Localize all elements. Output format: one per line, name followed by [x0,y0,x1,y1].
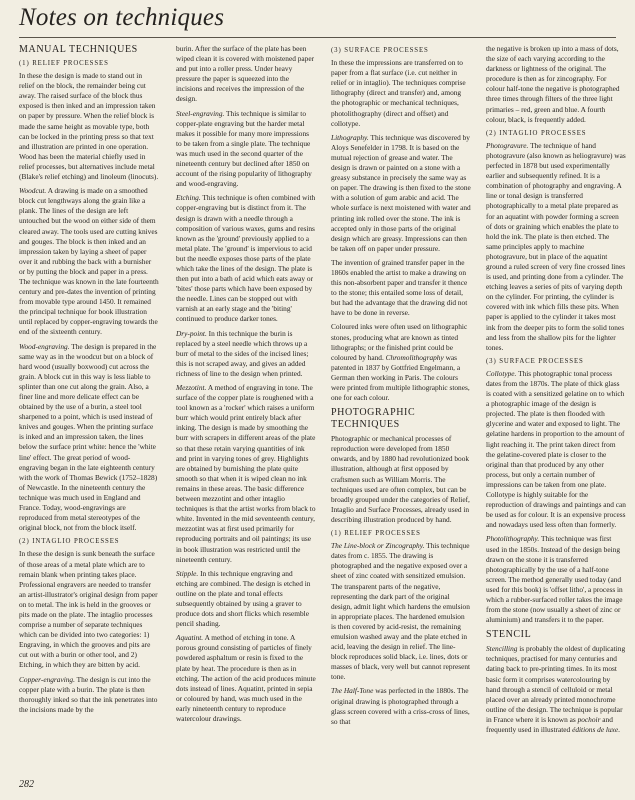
text-half-tone: was perfected in the 1880s. The original drawing is photographed through a glass screen covered with a criss-cross of lines, so that [331,686,470,726]
paragraph-transfer-paper: The invention of grained transfer paper in the 1860s enabled the artist to make a drawing on this non-absorbent paper and transfer it thence to the stone; this entailed some loss of detail, but had the advantage that the drawing did not have to be done in reverse. [331,257,468,318]
paragraph-photographic-intro: Photographic or mechanical processes of reproduction were developed from 1850 onwards, and by 1880 had revolutionized book illustration, although at first opposed by craftsmen such as William Morris. The techniques used are often complex, but can be broadly grouped under the categories of Relief, Intaglio and Surface Processes, already used in describing illustration produced by hand. [331,434,470,524]
text-dry-point: In this technique the burin is replaced by a steel needle which throws up a burr of metal to the sides of the incised lines; this is not scraped away, and gives an added richness of line to the design when printed. [176,328,309,378]
text-lithography: This technique was discovered by Aloys Senefelder in 1798. It is based on the mutual rejection of grease and water. The design is drawn or painted on a stone with a greasy substance in precisely the same way as on paper. The drawing is then fixed to the stone with a solution of gum arabic and acid. The whole surface is next moistened with water and printing ink rolled over the stone. The ink is accepted only in those parts of the original design which are greasy. Impressions can then be taken off on paper under pressure. [331,132,471,253]
term-aquatint: Aquatint. [176,633,204,643]
term-chromolithography: Chromolithography [385,352,444,362]
heading-stencil: STENCIL [486,629,532,641]
text-mezzotint: A method of engraving in tone. The surface of the copper plate is roughened with a tool known as a 'rocker' which raises a uniform burr which would print entirely black after inking. The design is made by smoothing the burr with scrapers in different areas of the plate so that these retain varying quantities of ink and print in varying tones of grey. Highlights are obtained by burnishing the plate quite smooth so that when it is wiped clean no ink remains in these areas. The basic difference between mezzotint and other intaglio techniques is that the artist works from black to white. Invented in the mid seventeenth century, mezzotint was at first used primarily for reproducing portraits and oil paintings; its use in book illustration was restricted until the nineteenth century. [176,383,316,564]
subheading-relief-processes-2: (1) RELIEF PROCESSES [331,530,421,538]
text-photogravure: The technique of hand photogravure (also known as heliogravure) was perfected in 1878 but used experimentally earlier and subsequently refined. It is a combination of photography and engraving. A line or tonal design is transferred photographically to a metal plate prepared as for an aquatint with powder forming a screen of dots or graining which enables the plate to hold the ink. The plate is then etched. The same principles apply to machine photogravure, but in place of the aquatint ground a ruled screen of very fine crossed lines is used, and printing done from a cylinder. The etching leaves a series of pits of varying depth on the cylinder. For printing, the cylinder is covered with ink which fills these pits. When paper is applied to the cylinder it takes most ink from the deeper pits to form the solid tones and less from the shallow pits for the lighter tones. [486,140,626,352]
text-stencilling-a: is probably the oldest of duplicating techniques, practised for many centuries and dating back to pre-printing times. In its most basic form it comprises watercolouring by hand through a stencil of celluloid or metal placed over an already printed monochrome outline of the design. The technique is popular in France where it is known as [486,644,626,724]
subheading-surface-processes-2: (3) SURFACE PROCESSES [486,357,584,365]
term-steel-engraving: Steel-engraving. [176,108,225,118]
paragraph-photolithography [486,534,626,625]
paragraph-copper-engraving [19,675,159,715]
subheading-relief-processes: (1) RELIEF PROCESSES [19,60,109,67]
term-dry-point: Dry-point. [176,328,207,338]
term-wood-engraving: Wood-engraving. [19,341,70,351]
term-stipple: Stipple. [176,568,199,578]
page-title: Notes on techniques [19,4,225,31]
text-collotype: This photographic tonal process dates from the 1870s. The plate of thick glass is coated with a sensitized gelatine on to which a photographic image of the design is projected. The plate is then flooded with glycerine and water and exposed to light. The gelatine hardens in proportion to the amount of light reaching it. The print taken direct from the gelatine-covered plate is closer to the original than that produced by any other process, but only a certain number of impressions can be taken from one plate. Collotype is highly suitable for the reproduction of drawings and paintings and can be used as for colour. It is an expensive process and nowadays used less often than formerly. [486,368,626,530]
text-wood-engraving: The design is prepared in the same way as in the woodcut but on a block of hard wood (usually boxwood) cut across the grain. A block cut in this way is less liable to splinter than one cut along the grain. Also, a finer line and more delicate effect can be obtained by the use of a burin, a steel tool sharpened to a point, which is used instead of knives and gouges. When the printing surface is inked and an impression taken, the lines below the surface print white: hence the 'white line' effect. The great period of wood-engraving began in the late eighteenth century with the work of Thomas Bewick (1752–1828) of Newcastle. In the nineteenth century the technique was much used in England and France. Today, wood-engravings are reproduced from metal stereotypes of the original block, not from the block itself. [19,341,158,533]
term-photogravure: Photogravure. [486,140,529,150]
paragraph-woodcut [19,186,159,337]
text-stencilling-c: . [618,725,621,734]
text-aquatint: A method of etching in tone. A porous ground consisting of particles of finely powdered asphaltum or resin is fixed to the plate by heat. The procedure is then as in etching. The action of the acid produces minute dots instead of lines. Aquatint, printed in sepia or coloured by hand, was much used in the early nineteenth century to reproduce watercolour drawings. [176,633,316,723]
paragraph-wood-engraving [19,342,159,534]
term-lithography: Lithography. [331,132,369,142]
column-2 [176,44,316,728]
term-half-tone: The Half-Tone [331,686,374,696]
paragraph-surface-intro: In these the impressions are transferred on to paper from a flat surface (i.e. cut neither in relief or in intaglio). The techniques comprise lithography (direct and transfer) and, among the photographic or mechanical techniques, photolithography (direct and offset) and collotype. [331,58,466,128]
paragraph-steel-engraving [176,109,316,190]
paragraph-photogravure [486,141,626,353]
paragraph-copper-continued: burin. After the surface of the plate has been wiped clean it is covered with moistened paper and put into a roller press. Under heavy pressure the paper is squeezed into the incisions and receives the impression of the design. [176,44,315,104]
term-pochoir: pochoir [577,714,601,724]
term-photolithography: Photolithography. [486,534,540,544]
heading-manual-techniques: MANUAL TECHNIQUES [19,44,138,55]
subheading-intaglio-processes-2: (2) INTAGLIO PROCESSES [486,129,587,137]
text-stipple: In this technique engraving and etching are combined. The design is etched in outline on the plate and tonal effects subsequently obtained by using a graver to produce dots and short flicks which resemble pencil shading. [176,568,311,629]
column-3 [331,44,471,731]
paragraph-dry-point [176,329,316,379]
title-rule [19,37,616,38]
paragraph-lithography [331,133,471,254]
text-stencilling-b: and frequently used in illustrated [486,714,613,734]
term-etching: Etching. [176,193,201,203]
text-coloured-inks-a: Coloured inks were often used on lithographic stones, producing what are known as tinted lithographs; or the finished print could be coloured by hand. [331,322,468,362]
paragraph-stipple [176,569,316,630]
term-line-block: The Line-block or Zincography. [331,541,425,551]
paragraph-line-block [331,541,471,682]
text-coloured-inks-b: was patented in 1837 by Gottfried Engelmann, a German then working in Paris. The colours were printed from multiple lithographic stones, one for each colour. [331,352,470,403]
paragraph-half-tone-continued: the negative is broken up into a mass of dots, the size of each varying according to the darkness or lightness of the original. The procedure is then as for zincography. For colour half-tone the negative is photographed three times through filters of the three light primaries – red, green and blue. A fourth colour, black, is frequently added. [486,44,620,124]
text-copper-engraving: The design is cut into the copper plate with a burin. The plate is then thoroughly inked so that the ink penetrates into the incisions made by the [19,674,158,714]
term-stencilling: Stencilling [486,644,518,654]
heading-photographic-techniques: PHOTOGRAPHIC TECHNIQUES [331,407,416,431]
page-number: 282 [19,779,34,790]
term-collotype: Collotype. [486,368,517,378]
term-mezzotint: Mezzotint. [176,383,207,392]
column-1 [19,44,159,719]
paragraph-aquatint [176,633,316,724]
paragraph-relief-intro: In these the design is made to stand out in relief on the block, the remainder being cut away. The raised surface of the block thus exposed is then inked and an impression taken on paper by pressure. When the relief block is made the same height as movable type, both can be locked in the printing press so that text and illustration are printed in one operation. Wood has been the material chiefly used in relief processes, but alternatives include metal (Blake's relief etching) and linoleum (linocuts). [19,71,159,182]
term-editions-de-luxe: éditions de luxe [572,725,619,734]
text-woodcut: A drawing is made on a smoothed block cut lengthways along the grain like a plank. The lines of the design are left untouched but the wood on either side of them cleared away. The tools used are cutting knives and gouges. The block is then inked and an impression taken by laying a sheet of paper over it and rubbing the back with a burnisher or by putting the block and paper in a press. The technique was known in the late fourteenth century and pre-dates the invention of printing from movable type around 1450. It remained the principal technique for book illustration until replaced by copper-engraving towards the end of the sixteenth century. [19,186,159,337]
column-4 [486,44,626,739]
text-steel-engraving: This technique is similar to copper-plate engraving but the harder metal makes it possible for many more impressions to be taken from a single plate. The technique was much used in the second quarter of the nineteenth century but declined after 1850 on account of the rising popularity of lithography and wood-engraving. [176,108,312,189]
term-copper-engraving: Copper-engraving. [19,674,75,684]
text-photolithography: This technique was first used in the 1850s. Instead of the design being drawn on the stone it is transferred photographically by the use of a half-tone screen. The method generally used today (and used for this book) is 'offset litho', a process in which a rubber-surfaced roller takes the image from the stone (now usually a sheet of zinc or aluminium) and transfers it to the paper. [486,534,623,625]
paragraph-etching [176,193,316,324]
paragraph-mezzotint [176,383,316,565]
text-etching: This technique is often combined with copper-engraving but is distinct from it. The design is drawn with a needle through a composition of various waxes, gums and resins known as the 'ground' previously applied to a metal plate. The 'ground' is impervious to acid but the needle exposes those parts of the plate which take the lines of the design. The plate is then put into a bath of acid which eats away or 'bites' those parts which have been exposed by the needle. Lines can be stopped out with varnish at an early stage and the 'biting' continued to produce darker tones. [176,193,316,324]
paragraph-half-tone [331,686,471,726]
paragraph-collotype [486,369,626,531]
paragraph-intaglio-intro: In these the design is sunk beneath the surface of those areas of a metal plate which are to remain blank when printing takes place. Professional engravers are needed to transfer an artist-illustrator's original design from paper on to metal. The ink is held in the grooves or pits made on the plate. The intaglio processes comprise a number of separate techniques which can be divided into two categories: 1) Engraving, in which the grooves and pits are cut out with a burin or other tool, and 2) Etching, in which they are bitten by acid. [19,549,158,670]
text-line-block: This technique dates from c. 1855. The drawing is photographed and the negative exposed over a sheet of zinc coated with sensitized emulsion. The transparent parts of the negative, representing the dark part of the original design, admit light which hardens the emulsion in appropriate places. The hardened emulsion is then covered by acid-resist, the remaining emulsion washed away and the plate etched in acid, leaving the design in relief. The line-block reproduces solid black, i.e. lines, dots or masses of black, very well but cannot represent tone. [331,541,471,682]
paragraph-coloured-inks [331,322,471,403]
subheading-surface-processes: (3) SURFACE PROCESSES [331,47,429,54]
subheading-intaglio-processes: (2) INTAGLIO PROCESSES [19,538,120,546]
term-woodcut: Woodcut. [19,186,47,196]
paragraph-stencilling [486,644,626,735]
